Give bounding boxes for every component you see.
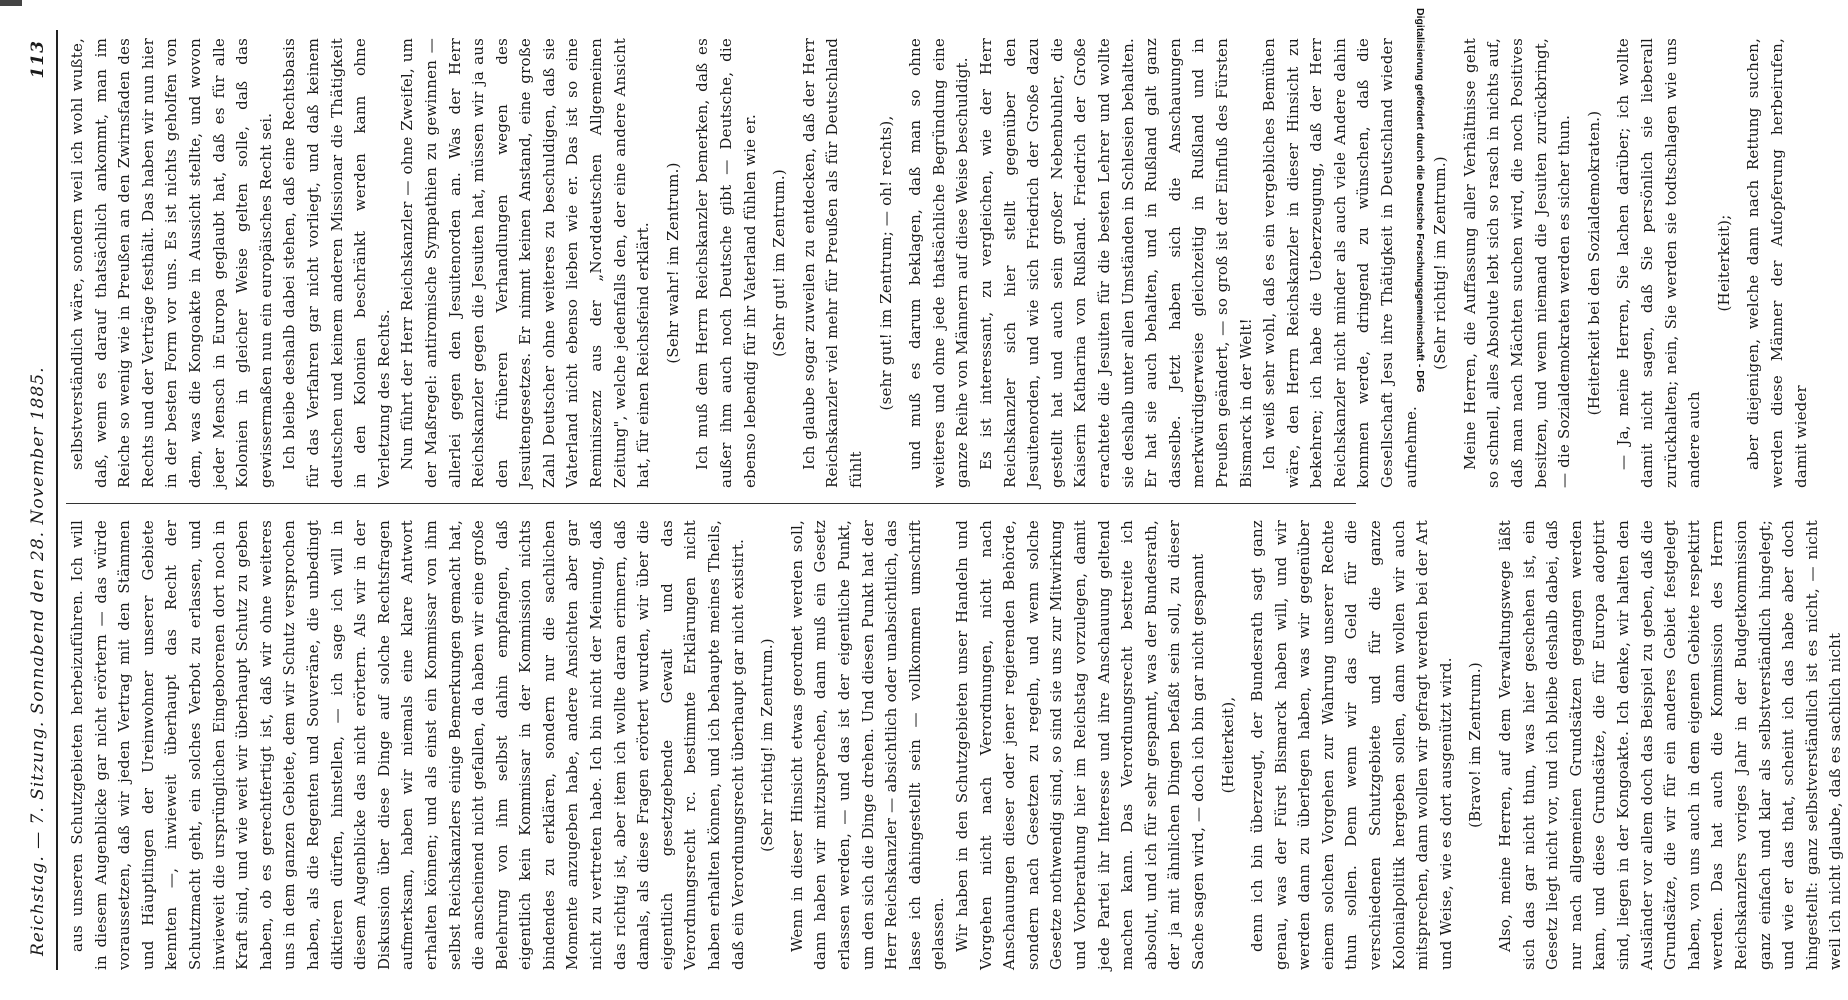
paragraph: denn ich bin überzeugt, der Bundesrath sagt ganz genau, was der Fürst Bismarck haben will, und wir werden dann zu überlegen haben, was wir gegenüber einem solchen Vorgehen zur Wahrung unserer Rechte thun sollen. Denn wenn wir das Geld für die verschiedenen Schutzgebiete und für die ganze Kolonialpolitik hergeben sollen, dann wollen wir auch mitsprechen, dann wollen wir gefragt werden bei der Art und Weise, wie es dort ausgenützt wird.: [1248, 520, 1455, 970]
page-number: 113: [28, 40, 48, 79]
paragraph: Es ist interessant, zu vergleichen, wie der Herr Reichskanzler sich hier stellt gegenüber den Jesuitenorden, und wie sich Friedrich der Große dazu gestellt hat und auch sein großer Nebenbuhler, die Kaiserin Katharina von Rußland. Friedrich der Große erachtete die Jesuiten für die besten Lehrer und wollte sie deshalb unter allen Umständen in Schlesien behalten. Er hat sie auch behalten, und in Rußland galt ganz dasselbe. Jetzt haben sich die Anschauungen merkwürdigerweise gleichzeitig in Rußland und in Preußen geändert, — so groß ist der Einfluß des Fürsten Bismarck in der Welt!: [976, 38, 1255, 488]
stage-direction: (Heiterkeit bei den Sozialdemokraten.): [1584, 110, 1603, 416]
column-divider: [66, 503, 1356, 504]
stage-direction: (sehr gut! im Zentrum; — oh! rechts),: [876, 115, 895, 411]
digitization-note: Digitalisierung gefördert durch die Deutsche Forschungsgemeinschaft - DFG: [1414, 8, 1426, 393]
paragraph: Also, meine Herren, auf dem Verwaltungswege läßt sich das gar nicht thun, was hier geschehen ist, ein Gesetz liegt nicht vor, und ich bleibe deshalb dabei, daß nur nach allgemeinen Grundsätzen gegangen werden kann, und diese Grundsätze, die für Europa adoptirt sind, liegen in der Kongoakte. Ich denke, wir halten den Ausländer vor allem doch das Beispiel zu geben, daß die Grundsätze, die wir für ein anderes Gebiet festgelegt haben, von uns auch in dem eigenen Gebiete respektirt werden. Das hat auch die Kommission des Herrn Reichskanzlers voriges Jahr in der Budgetkommission ganz einfach und klar als selbstverständlich hingelegt; und wie er das that, scheint ich das habe aber doch hingestellt: ganz selbstverständlich ist es nicht, — nicht weil ich nicht glaube, daß es sachlich nicht: [1496, 520, 1845, 970]
paragraph: Ich glaube sogar zuweilen zu entdecken, daß der Herr Reichskanzler viel mehr für Preußen als für Deutschland fühlt: [799, 38, 865, 488]
stage-direction: (Heiterkeit);: [1714, 214, 1733, 312]
paragraph: aus unseren Schutzgebieten herbeizuführen. Ich will in diesem Augenblicke gar nicht erörtern — das würde voraussetzen, daß wir jeden Vertrag mit den Stämmen und Häuptlingen der Ureinwohner unserer Gebiete kennten —, inwieweit überhaupt das Recht der Schutzmacht geht, ein solches Verbot zu erlassen, und inwieweit die ursprünglichen Eingeborenen dort noch in Kraft sind, und wie weit wir überhaupt Schutz zu geben haben, ob es gerechtfertigt ist, daß wir ohne weiteres uns in dem ganzen Gebiete, dem wir Schutz versprochen haben, als die Regenten und Souveräne, die unbedingt diktieren dürfen, hinstellen, — ich sage ich will in diesem Augenblicke das nicht erörtern. Als wir in der Diskussion über diese Dinge auf solche Rechtsfragen aufmerksam, haben wir niemals eine klare Antwort erhalten können; und als einst ein Kommissar von ihm selbst Reichskanzlers einige Bemerkungen gemacht hat, die anscheinend nicht gefallen, da haben wir eine große Belehrung von ihm selbst dahin empfangen, daß eigentlich kein Kommissar in der Kommission nichts bindendes zu erklären, sondern nur die sachlichen Momente anzugeben habe, andere Ansichten aber gar nicht zu vertreten habe. Ich bin nicht der Meinung, daß das richtig ist, aber item ich wollte daran erinnern, daß damals, als diese Fragen erörtert wurden, wir über die eigentlich gesetzgebende Gewalt und das Verordnungsrecht rc. bestimmte Erklärungen nicht haben erhalten können, und ich behaupte meines Theils, daß ein Verordnungsrecht überhaupt gar nicht existirt.: [68, 520, 747, 970]
stage-direction: (Sehr gut! im Zentrum.): [770, 169, 789, 357]
stage-direction: (Sehr richtig! im Zentrum.): [1431, 156, 1450, 370]
paragraph: Nun führt der Herr Reichskanzler — ohne Zweifel, um der Maßregel: antiromische Sympathien zu gewinnen — allerlei gegen den Jesuitenorden an. Was der Herr Reichskanzler gegen die Jesuiten hat, müssen wir ja aus den früheren Verhandlungen wegen des Jesuitengesetzes. Er nimmt keinen Anstand, eine große Zahl Deutscher ohne weiteres zu beschuldigen, daß sie Vaterland nicht ebenso lieben wie er. Das ist so eine Reminiszenz aus der „Norddeutschen Allgemeinen Zeitung", welche jedenfalls den, der eine andere Ansicht hat, für einen Reichsfeind erklärt.: [398, 38, 653, 488]
text-column-left: [66, 520, 1845, 970]
paragraph: Meine Herren, die Auffassung aller Verhältnisse geht so schnell, alles Absolute lebt sich so rasch in nichts auf, daß man nach Mächten suchen wird, die noch Positives besitzen, und wenn niemand die Jesuiten zurückbringt, — die Sozialdemokraten werden es sicher thun.: [1460, 38, 1574, 488]
scan-corner-mark: [0, 0, 22, 6]
paragraph: aber diejenigen, welche dann nach Rettung suchen, werden diese Männer der Aufopferung herbeirufen, damit wieder: [1744, 38, 1810, 488]
digitization-sideline: [1412, 8, 1430, 648]
paragraph: und muß es darum beklagen, daß man so ohne weiteres und ohne jede thatsächliche Begründung eine ganze Reihe von Männern auf diese Weise beschuldigt.: [906, 38, 972, 488]
stage-direction: (Sehr richtig! im Zentrum.): [758, 638, 777, 852]
stage-direction: (Heiterkeit),: [1218, 696, 1237, 794]
paragraph: — Ja, meine Herren, Sie lachen darüber; ich wollte damit nicht sagen, daß Sie persönlich sie lieberall zurückhalten; nein, Sie werden sie todtschlagen wie uns andere auch: [1614, 38, 1704, 488]
running-title: Reichstag. — 7. Sitzung. Sonnabend den 28. November 1885.: [28, 366, 48, 956]
paragraph: selbstverständlich wäre, sondern weil ich wohl wußte, daß, wenn es darauf thatsächlich ankommt, man im Reiche so wenig wie in Preußen an den Zwirnsfaden des Rechts und der Verträge festhält. Das haben wir nun hier in der besten Form vor uns. Es ist nichts geholfen von dem, was die Kongoakte in Aussicht stellte, und wovon jeder Mensch in Europa geglaubt hat, daß es für alle Kolonien in gleicher Weise gelten solle, daß das gewissermaßen nun ein europäisches Recht sei.: [68, 38, 275, 488]
running-header: [22, 30, 58, 970]
paragraph: Ich weiß sehr wohl, daß es ein vergebliches Bemühen wäre, den Herrn Reichskanzler in dieser Hinsicht zu bekehren; ich habe die Ueberzeugung, daß der Herr Reichskanzler nicht minder als auch viele Andere dahin kommen werde, dringend zu wünschen, daß die Gesellschaft Jesu ihre Thätigkeit in Deutschland wieder aufnehme.: [1260, 38, 1420, 488]
paragraph: Ich bleibe deshalb dabei stehen, daß eine Rechtsbasis für das Verfahren gar nicht vorliegt, und daß keinem deutschen und keinem anderen Missionar die Thätigkeit in den Kolonien beschränkt werden kann ohne Verletzung des Rechts.: [280, 38, 393, 488]
paragraph: Wenn in dieser Hinsicht etwas geordnet werden soll, dann haben wir mitzusprechen, dann muß ein Gesetz erlassen werden, — und das ist der eigentliche Punkt, um den sich die Dinge drehen. Und diesen Punkt hat der Herr Reichskanzler — absichtlich oder unabsichtlich, das lasse ich dahingestellt sein — vollkommen umschrift gelassen.: [787, 520, 948, 970]
stage-direction: (Sehr wahr! im Zentrum.): [663, 162, 682, 364]
stage-direction: (Bravo! im Zentrum.): [1466, 662, 1485, 828]
paragraph: Ich muß dem Herrn Reichskanzler bemerken, daß es außer ihm auch noch Deutsche gibt — Deutsche, die ebenso lebendig für ihr Vaterland fühlen wie er.: [693, 38, 759, 488]
paragraph: Wir haben in den Schutzgebieten unser Handeln und Vorgehen nicht nach Verordnungen, nicht nach Anschauungen dieser oder jener regierenden Behörde, sondern nach Gesetzen zu regeln, und wenn solche Gesetze nothwendig sind, so sind sie uns zur Mitwirkung und Vorberathung hier im Reichstag vorzulegen, damit jede Partei ihr Interesse und ihre Anschauung geltend machen kann. Das Verordnungsrecht bestreite ich absolut, und ich für sehr gespannt, was der Bundesrath, der ja mit ähnlichen Dingen befaßt sein soll, zu dieser Sache sagen wird, — doch ich bin gar nicht gespannt: [952, 520, 1207, 970]
